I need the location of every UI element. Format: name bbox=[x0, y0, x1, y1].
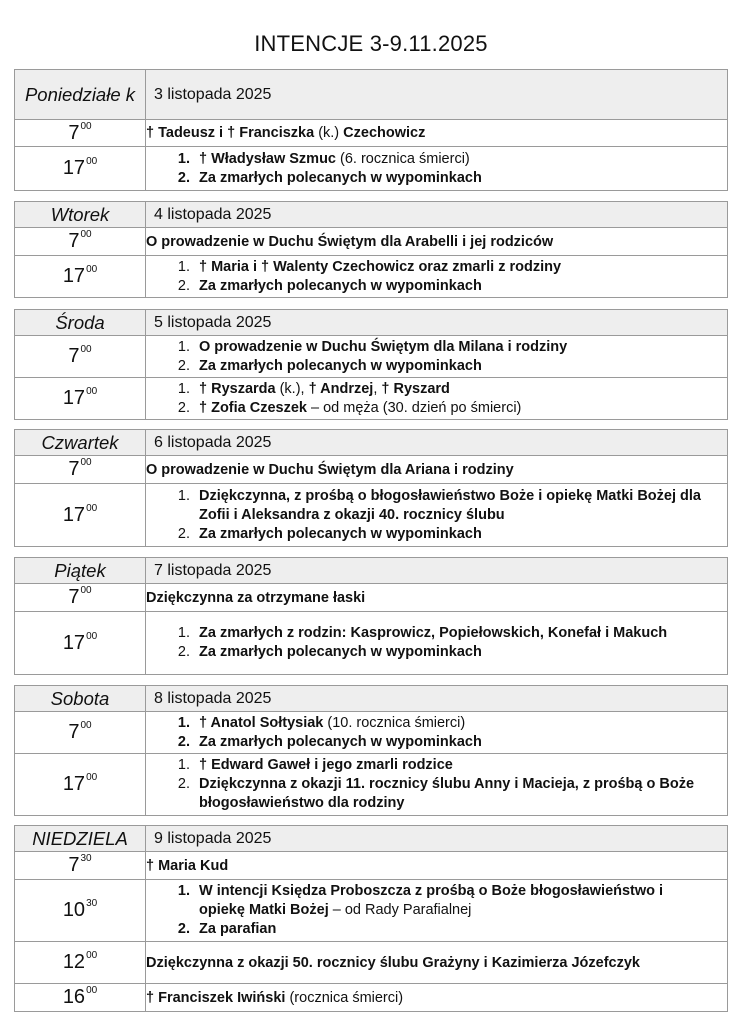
intention-list bbox=[146, 258, 727, 296]
day-name: Sobota bbox=[50, 688, 110, 709]
list-item: 1. O prowadzenie w Duchu Świętym dla Milana i rodziny bbox=[194, 338, 727, 357]
day-table-sunday bbox=[14, 825, 728, 1012]
day-date: 7 listopada 2025 bbox=[154, 561, 272, 579]
list-item: 2. Za zmarłych polecanych w wypominkach bbox=[194, 169, 727, 188]
day-table-monday bbox=[14, 69, 728, 191]
day-date: 4 listopada 2025 bbox=[154, 205, 272, 223]
day-table-thursday bbox=[14, 429, 728, 547]
day-date: 9 listopada 2025 bbox=[154, 829, 272, 847]
mass-time: $17^{00}$ bbox=[62, 386, 98, 409]
intention-text: † Tadeusz i † Franciszka (k.) Czechowicz bbox=[146, 120, 728, 147]
day-name: Czwartek bbox=[41, 432, 119, 453]
day-name: Wtorek bbox=[50, 204, 110, 225]
list-item: 1. † Maria i † Walenty Czechowicz oraz zmarli z rodziny bbox=[194, 258, 727, 277]
list-item: 2. Za parafian bbox=[194, 920, 707, 939]
intention-list bbox=[146, 150, 727, 188]
intention-text: † Maria Kud bbox=[146, 852, 728, 880]
list-item: 2. Za zmarłych polecanych w wypominkach bbox=[194, 733, 727, 752]
mass-time: $7^{30}$ bbox=[68, 853, 92, 876]
list-item: 2. Dziękczynna z okazji 11. rocznicy ślubu Anny i Macieja, z prośbą o Boże błogosławieństwo dla rodziny bbox=[194, 775, 697, 813]
list-item: 1. Za zmarłych z rodzin: Kasprowicz, Popiełowskich, Konefał i Makuch bbox=[194, 624, 707, 643]
day-name: Poniedziałe k bbox=[24, 84, 136, 105]
list-item: 1. † Edward Gaweł i jego zmarli rodzice bbox=[194, 756, 697, 775]
day-table-friday bbox=[14, 557, 728, 675]
list-item: 1. † Anatol Sołtysiak (10. rocznica śmierci) bbox=[194, 714, 727, 733]
list-item: 2. † Zofia Czeszek – od męża (30. dzień po śmierci) bbox=[194, 399, 727, 418]
intention-text: Dziękczynna z okazji 50. rocznicy ślubu Grażyny i Kazimierza Józefczyk bbox=[146, 942, 728, 984]
list-item: 1. W intencji Księdza Proboszcza z prośbą o Boże błogosławieństwo i opiekę Matki Bożej – od Rady Parafialnej bbox=[194, 882, 707, 920]
page-title: INTENCJE 3-9.11.2025 bbox=[254, 31, 488, 56]
intention-list bbox=[146, 882, 727, 939]
list-item: 1. † Władysław Szmuc (6. rocznica śmierci) bbox=[194, 150, 727, 169]
day-table-tuesday bbox=[14, 201, 728, 298]
day-name: Środa bbox=[55, 312, 105, 333]
mass-time: $12^{00}$ bbox=[62, 950, 98, 973]
mass-time: $17^{00}$ bbox=[62, 264, 98, 287]
day-date: 5 listopada 2025 bbox=[154, 313, 272, 331]
mass-time: $7^{00}$ bbox=[68, 457, 92, 480]
mass-time: $7^{00}$ bbox=[68, 344, 92, 367]
intention-text: † Franciszek Iwiński (rocznica śmierci) bbox=[146, 984, 728, 1012]
day-date: 6 listopada 2025 bbox=[154, 433, 272, 451]
list-item: 2. Za zmarłych polecanych w wypominkach bbox=[194, 643, 707, 662]
mass-time: $7^{00}$ bbox=[68, 585, 92, 608]
list-item: 1. Dziękczynna, z prośbą o błogosławieństwo Boże i opiekę Matki Bożej dla Zofii i Aleksandra z okazji 40. rocznicy ślubu bbox=[194, 487, 727, 525]
mass-time: $7^{00}$ bbox=[68, 120, 92, 144]
intention-list bbox=[146, 380, 727, 418]
intention-list bbox=[146, 338, 727, 376]
mass-time: $7^{00}$ bbox=[68, 720, 92, 743]
list-item: 2. Za zmarłych polecanych w wypominkach bbox=[194, 277, 727, 296]
day-date: 3 listopada 2025 bbox=[154, 85, 272, 103]
day-date: 8 listopada 2025 bbox=[154, 689, 272, 707]
list-item: 2. Za zmarłych polecanych w wypominkach bbox=[194, 525, 727, 544]
mass-time: $17^{00}$ bbox=[62, 772, 98, 795]
mass-time: $17^{00}$ bbox=[62, 156, 98, 179]
mass-time: $17^{00}$ bbox=[62, 630, 98, 654]
mass-time: $17^{00}$ bbox=[62, 502, 98, 526]
intention-list bbox=[146, 714, 727, 752]
list-item: 1. † Ryszarda (k.), † Andrzej, † Ryszard bbox=[194, 380, 727, 399]
day-table-wednesday bbox=[14, 309, 728, 420]
intention-text: O prowadzenie w Duchu Świętym dla Ariana i rodziny bbox=[146, 456, 728, 484]
mass-time: $7^{00}$ bbox=[68, 229, 92, 252]
mass-time: $16^{00}$ bbox=[62, 985, 98, 1008]
mass-time: $10^{30}$ bbox=[62, 898, 98, 921]
day-name: Piątek bbox=[54, 560, 106, 581]
list-item: 2. Za zmarłych polecanych w wypominkach bbox=[194, 357, 727, 376]
day-name: NIEDZIELA bbox=[32, 828, 128, 849]
intention-list bbox=[146, 487, 727, 544]
intention-list bbox=[146, 624, 727, 662]
intention-text: Dziękczynna za otrzymane łaski bbox=[146, 584, 728, 612]
intention-list bbox=[146, 756, 727, 813]
day-table-saturday bbox=[14, 685, 728, 816]
intention-text: O prowadzenie w Duchu Świętym dla Arabelli i jej rodziców bbox=[146, 228, 728, 256]
